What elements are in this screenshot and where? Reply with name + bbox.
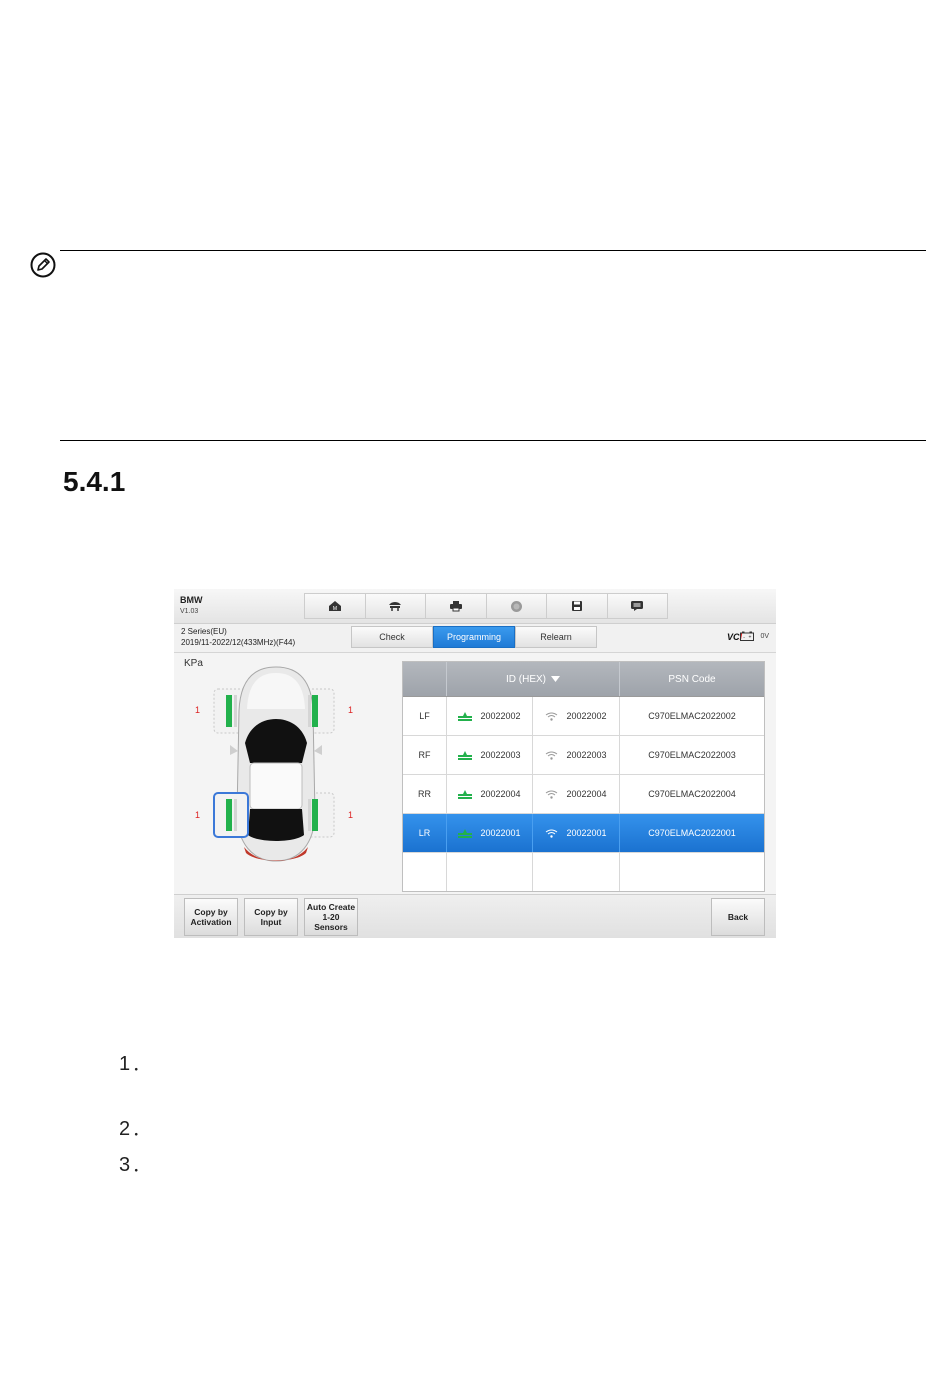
tab-programming[interactable]: Programming [433,626,515,648]
sensor-id-value: 20022003 [480,750,521,760]
sensor-icon [458,829,472,838]
wheel-position: RR [403,775,447,813]
step-number-3: 3． [119,1154,157,1176]
print-button[interactable] [426,594,487,618]
sensor-id-value: 20022001 [566,828,607,838]
sensor-id-value: 20022004 [480,789,521,799]
button-label-line: Input [260,917,282,927]
original-sensor-id [447,697,533,735]
message-button[interactable] [608,594,668,618]
home-button[interactable] [305,594,366,618]
wheel-position: LF [403,697,447,735]
home-icon [328,600,342,612]
step-number-1: 1． [119,1053,157,1075]
pressure-rr: 1 [348,810,354,820]
header-psn-code: PSN Code [668,673,716,685]
function-tabs [351,626,597,648]
auto-create-sensors-button[interactable] [304,898,358,936]
car-top-view-illustration [208,665,344,865]
button-label-line: Auto Create [306,902,356,912]
header-position [403,662,447,696]
sensor-id-value: 20022002 [566,711,607,721]
sensor-id-value: 20022001 [480,828,521,838]
button-label-line: Copy by [254,907,288,917]
copy-by-input-button[interactable] [244,898,298,936]
wheel-position: RF [403,736,447,774]
signal-wave-icon [545,751,558,760]
back-button[interactable]: Back [711,898,765,936]
empty-cell [447,853,533,891]
table-row-rf[interactable] [403,736,764,775]
vci-indicator: VCI [726,632,742,642]
header-id-hex[interactable] [447,662,620,696]
help-icon [510,600,523,613]
vehicle-model: 2 Series(EU) [181,627,227,636]
vehicle-brand: BMW [180,595,203,605]
message-icon [630,600,644,612]
signal-wave-icon [545,712,558,721]
table-row-lr[interactable] [403,814,764,853]
signal-wave-icon [545,829,558,838]
pressure-lf: 1 [195,705,201,715]
new-sensor-id [533,736,620,774]
tpms-programming-screenshot [174,589,776,938]
original-sensor-id [447,814,533,852]
note-top-rule [60,250,926,251]
section-heading: 5.4.1 [63,466,126,497]
button-label-line: 1-20 [322,912,340,922]
vehicle-range: 2019/11-2022/12(433MHz)(F44) [181,638,296,647]
pressure-rf: 1 [348,705,354,715]
sort-down-icon [551,676,560,682]
pressure-unit: KPa [184,658,203,669]
signal-wave-icon [545,790,558,799]
svg-text:+: + [748,634,752,641]
help-button[interactable] [487,594,548,618]
empty-cell [533,853,620,891]
battery-icon [740,631,754,641]
sensor-icon [458,712,472,721]
toolbar [304,593,668,619]
svg-text:M: M [332,606,337,612]
svg-text:-: - [743,634,745,641]
sensor-id-value: 20022002 [480,711,521,721]
new-sensor-id [533,814,620,852]
original-sensor-id [447,775,533,813]
save-icon [571,600,583,612]
psn-code: C970ELMAC2022001 [648,828,736,838]
car-lift-button[interactable] [366,594,427,618]
bottom-action-bar [174,894,776,938]
sensor-id-table [402,661,765,892]
step-number-2: 2． [119,1118,157,1140]
software-version: V1.03 [180,608,199,615]
wheel-position: LR [403,814,447,852]
table-row-lf[interactable] [403,697,764,736]
battery-voltage: 0V [760,633,769,640]
note-bottom-rule [60,440,926,441]
sensor-icon [458,790,472,799]
sensor-id-value: 20022004 [566,789,607,799]
empty-cell [620,853,764,891]
psn-code: C970ELMAC2022002 [648,711,736,721]
sensor-icon [458,751,472,760]
print-icon [449,600,463,612]
save-button[interactable] [547,594,608,618]
tab-check[interactable]: Check [351,626,433,648]
button-label-line: Copy by [194,907,228,917]
header-id-label: ID (HEX) [506,673,546,685]
top-bar [174,589,776,624]
psn-code: C970ELMAC2022004 [648,789,736,799]
button-label-line: Sensors [314,922,348,932]
vehicle-info-bar [174,624,776,653]
new-sensor-id [533,775,620,813]
pressure-lr: 1 [195,810,201,820]
empty-cell [403,853,447,891]
original-sensor-id [447,736,533,774]
button-label-line: Activation [190,917,232,927]
table-header [403,662,764,697]
tab-relearn[interactable]: Relearn [515,626,597,648]
pencil-note-icon [30,252,56,278]
table-row-rr[interactable] [403,775,764,814]
psn-code: C970ELMAC2022003 [648,750,736,760]
sensor-id-value: 20022003 [566,750,607,760]
car-lift-icon [387,600,403,612]
table-row-empty [403,853,764,891]
copy-by-activation-button[interactable] [184,898,238,936]
new-sensor-id [533,697,620,735]
